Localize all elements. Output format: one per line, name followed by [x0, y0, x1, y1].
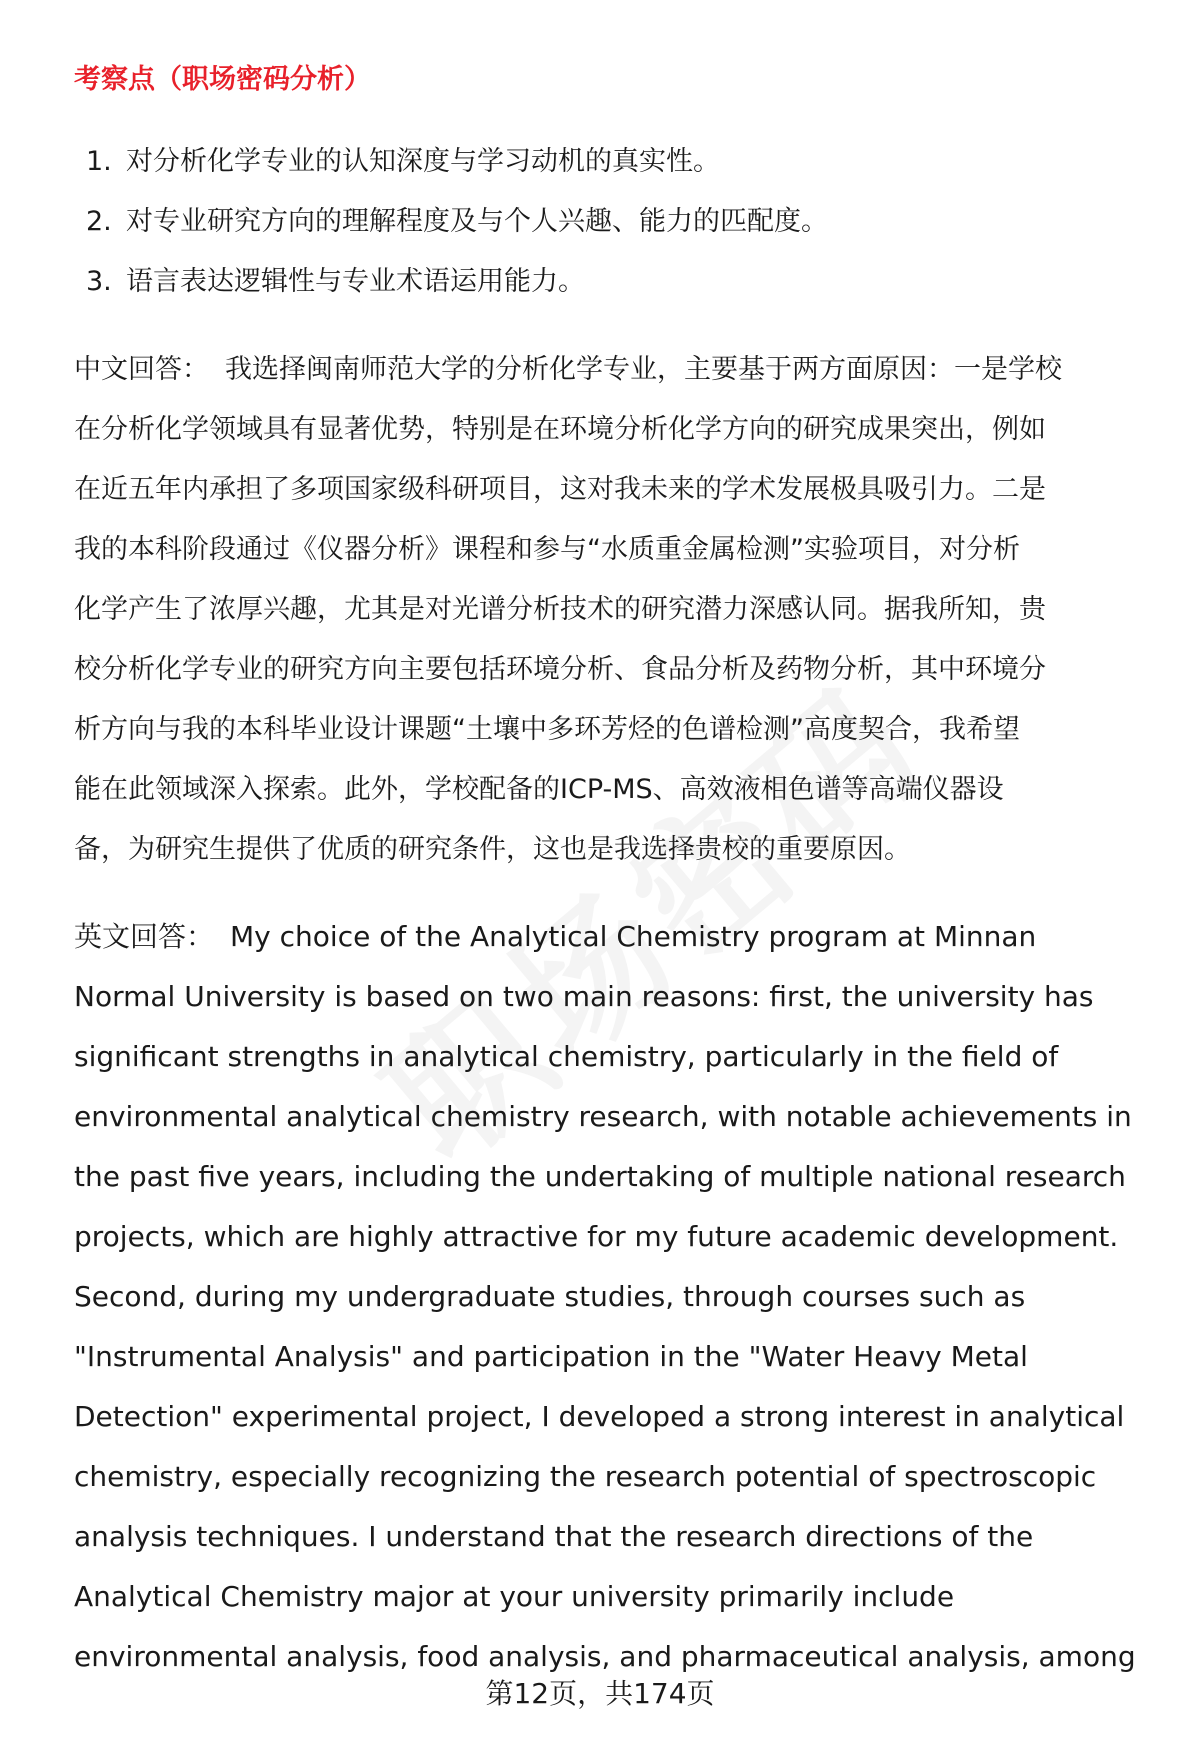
paragraph-line: 校分析化学专业的研究方向主要包括环境分析、食品分析及药物分析，其中环境分	[74, 654, 1046, 685]
list-number: 3.	[86, 266, 112, 297]
paragraph-line: chemistry, especially recognizing the research potential of spectroscopic	[74, 1460, 1097, 1493]
paragraph-line: Normal University is based on two main reasons: first, the university has	[74, 980, 1094, 1013]
paragraph-line: Detection" experimental project, I developed a strong interest in analytical	[74, 1400, 1125, 1433]
paragraph-line	[74, 907, 1164, 967]
paragraph-line: Analytical Chemistry major at your university primarily include	[74, 1580, 955, 1613]
paragraph-line: 在近五年内承担了多项国家级科研项目，这对我未来的学术发展极具吸引力。二是	[74, 474, 1046, 505]
paragraph-line: environmental analytical chemistry research, with notable achievements in	[74, 1100, 1132, 1133]
paragraph-line: significant strengths in analytical chemistry, particularly in the field of	[74, 1040, 1059, 1073]
paragraph-line	[74, 340, 1164, 400]
paragraph-line: the past five years, including the undertaking of multiple national research	[74, 1160, 1126, 1193]
list-item-text: 语言表达逻辑性与专业术语运用能力。	[126, 266, 585, 297]
line-text: 我选择闽南师范大学的分析化学专业，主要基于两方面原因：一是学校	[225, 354, 1062, 385]
chinese-answer-label: 中文回答：	[74, 354, 209, 385]
paragraph-line: "Instrumental Analysis" and participation in the "Water Heavy Metal	[74, 1340, 1028, 1373]
paragraph-line: 备，为研究生提供了优质的研究条件，这也是我选择贵校的重要原因。	[74, 834, 911, 865]
page-number: 第12页，共174页	[485, 1677, 715, 1710]
paragraph-line: Second, during my undergraduate studies, through courses such as	[74, 1280, 1026, 1313]
english-answer-label: 英文回答：	[74, 920, 215, 953]
list-number: 2.	[86, 206, 112, 237]
english-answer	[74, 907, 1164, 1687]
paragraph-line: 我的本科阶段通过《仪器分析》课程和参与“水质重金属检测”实验项目，对分析	[74, 534, 1020, 565]
paragraph-line: 在分析化学领域具有显著优势，特别是在环境分析化学方向的研究成果突出，例如	[74, 414, 1046, 445]
paragraph-line: projects, which are highly attractive for my future academic development.	[74, 1220, 1119, 1253]
paragraph-line: 化学产生了浓厚兴趣，尤其是对光谱分析技术的研究潜力深感认同。据我所知，贵	[74, 594, 1046, 625]
paragraph-line: analysis techniques. I understand that the research directions of the	[74, 1520, 1034, 1553]
list-item	[74, 192, 1154, 252]
section-title: 考察点（职场密码分析）	[74, 64, 371, 95]
list-item	[74, 252, 1154, 312]
list-item	[74, 132, 1154, 192]
evaluation-points-list	[74, 132, 1154, 312]
list-number: 1.	[86, 146, 112, 177]
paragraph-line: environmental analysis, food analysis, and pharmaceutical analysis, among	[74, 1640, 1136, 1673]
list-item-text: 对专业研究方向的理解程度及与个人兴趣、能力的匹配度。	[126, 206, 828, 237]
line-text: My choice of the Analytical Chemistry program at Minnan	[230, 920, 1037, 953]
paragraph-line: 析方向与我的本科毕业设计课题“土壤中多环芳烃的色谱检测”高度契合，我希望	[74, 714, 1020, 745]
paragraph-line: 能在此领域深入探索。此外，学校配备的ICP-MS、高效液相色谱等高端仪器设	[74, 774, 1004, 805]
chinese-answer	[74, 340, 1164, 880]
list-item-text: 对分析化学专业的认知深度与学习动机的真实性。	[126, 146, 720, 177]
